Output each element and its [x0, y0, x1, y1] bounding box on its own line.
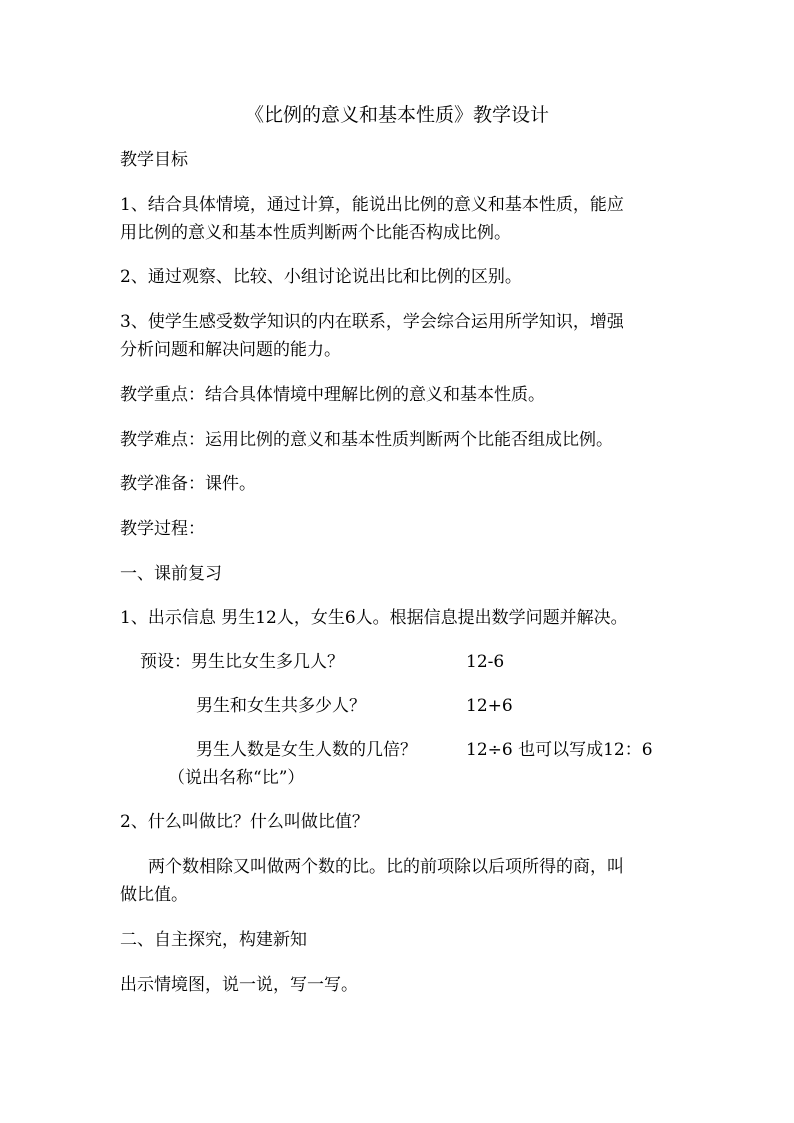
objective-3-line-1: 3、使学生感受数学知识的内在联系，学会综合运用所学知识，增强 [120, 312, 624, 332]
section-objectives-heading: 教学目标 [120, 150, 188, 170]
objective-3-line-2: 分析问题和解决问题的能力。 [120, 340, 341, 360]
definition-line-2: 做比值。 [120, 885, 188, 905]
objective-1-line-1: 1、结合具体情境，通过计算，能说出比例的意义和基本性质，能应 [120, 195, 624, 215]
document-title: 《比例的意义和基本性质》教学设计 [244, 104, 549, 126]
preset-answer-1: 12-6 [466, 652, 505, 672]
preset-question-2: 男生和女生共多少人？ [196, 696, 366, 716]
objective-2: 2、通过观察、比较、小组讨论说出比和比例的区别。 [120, 267, 522, 287]
situation-text: 出示情境图，说一说，写一写。 [120, 975, 358, 995]
preset-answer-2: 12+6 [466, 696, 513, 716]
review-item-2: 2、什么叫做比？什么叫做比值？ [120, 812, 369, 832]
preparation: 教学准备：课件。 [120, 474, 256, 494]
preset-note: （说出名称“比”） [168, 768, 305, 788]
definition-line-1: 两个数相除又叫做两个数的比。比的前项除以后项所得的商，叫 [148, 857, 624, 877]
key-point: 教学重点：结合具体情境中理解比例的意义和基本性质。 [120, 385, 545, 405]
review-item-1: 1、出示信息 男生12人，女生6人。根据信息提出数学问题并解决。 [120, 608, 628, 628]
preset-question-3: 男生人数是女生人数的几倍？ [196, 740, 417, 760]
part-1-heading: 一、课前复习 [120, 564, 222, 584]
part-2-heading: 二、自主探究，构建新知 [120, 930, 307, 950]
preset-question-1: 预设：男生比女生多几人？ [140, 652, 344, 672]
preset-answer-3: 12÷6 也可以写成12：6 [466, 740, 653, 760]
process-heading: 教学过程： [120, 519, 205, 539]
difficult-point: 教学难点：运用比例的意义和基本性质判断两个比能否组成比例。 [120, 430, 613, 450]
objective-1-line-2: 用比例的意义和基本性质判断两个比能否构成比例。 [120, 223, 511, 243]
